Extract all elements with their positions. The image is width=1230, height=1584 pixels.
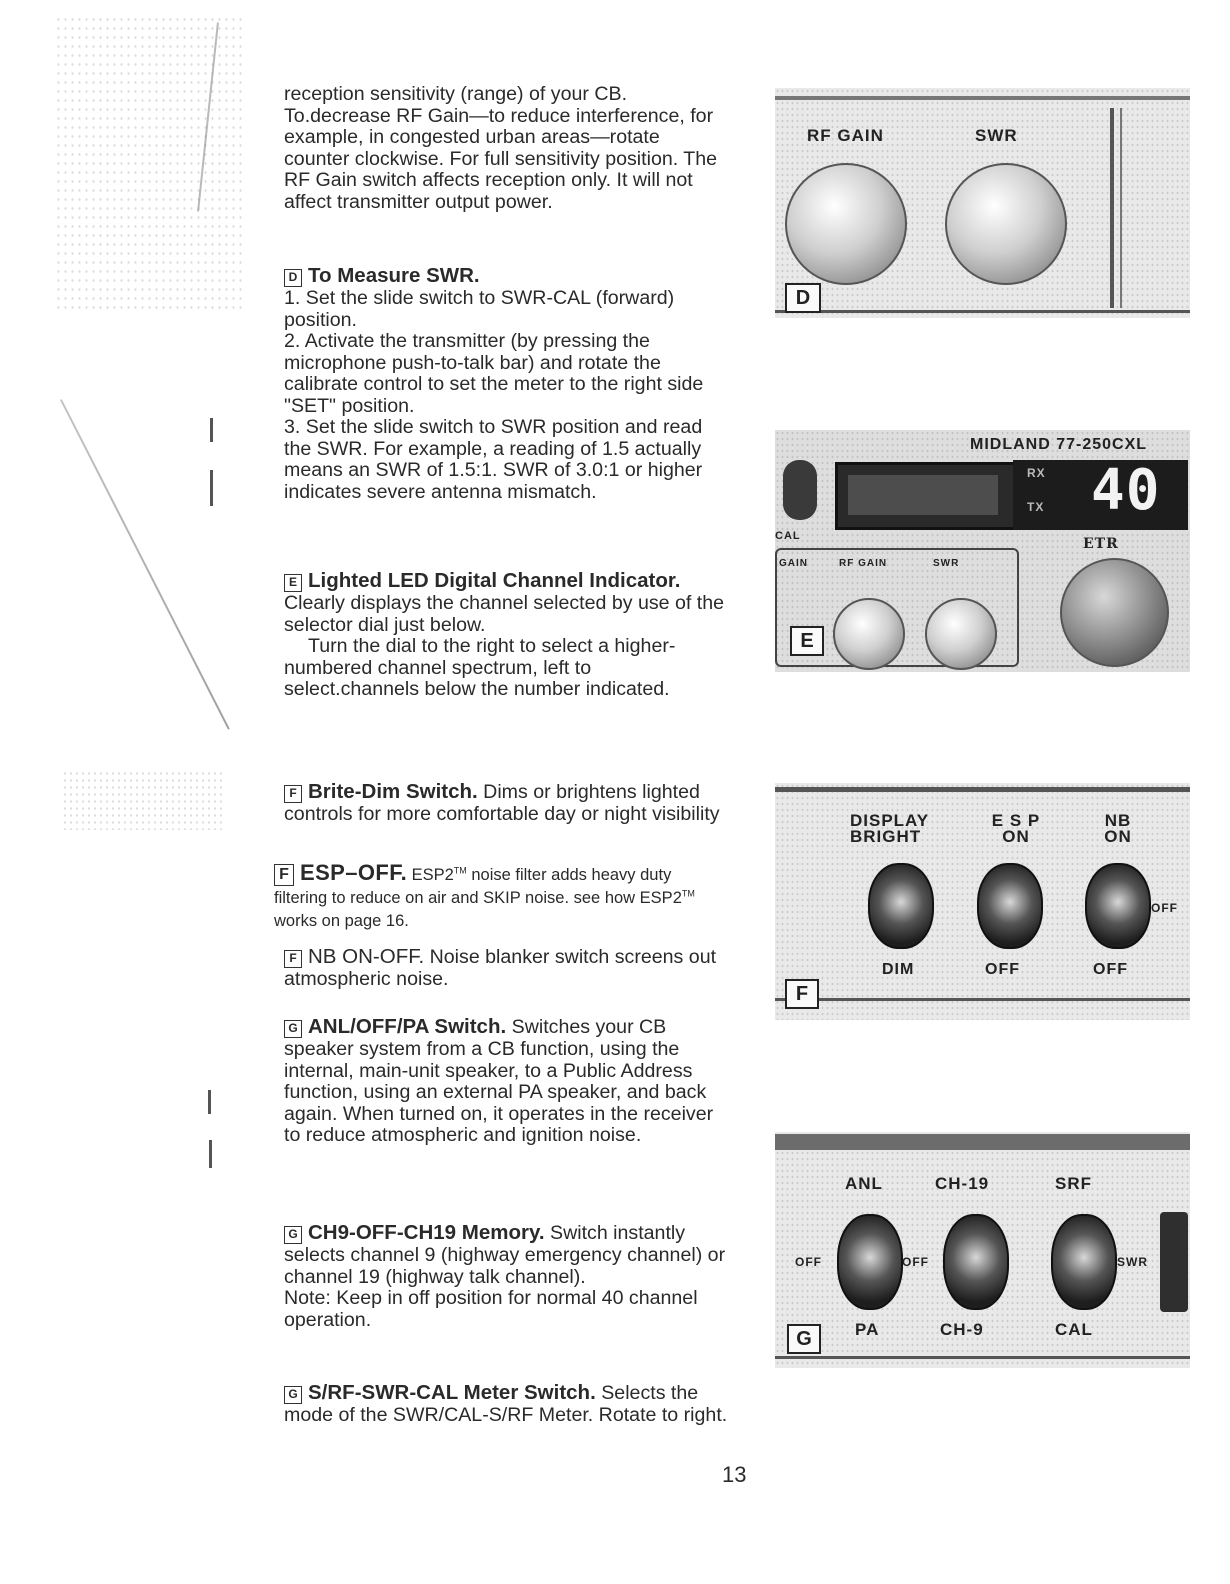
figure-f-photo — [775, 783, 1190, 1020]
section-g-anl — [284, 1016, 729, 1147]
section-f-brite-dim — [284, 781, 729, 826]
scan-speckle — [62, 770, 222, 830]
section-letter: F — [284, 785, 302, 803]
margin-mark — [209, 1140, 212, 1168]
esp-word: ESP2 — [411, 866, 454, 884]
srf-label: SRF — [1055, 1174, 1092, 1193]
figure-label-rf-gain: RF GAIN — [807, 126, 884, 145]
anl-label: ANL — [845, 1174, 883, 1193]
meter-mode-switch — [1051, 1214, 1117, 1310]
side-knob — [1160, 1212, 1188, 1312]
panel-edge — [775, 310, 1190, 313]
figure-label-swr: SWR — [975, 126, 1018, 145]
rf-gain-knob — [785, 163, 907, 285]
margin-mark — [210, 418, 213, 442]
swr-side-label: SWR — [1117, 1255, 1148, 1269]
section-g-meter — [284, 1382, 729, 1427]
rf-gain-label: RF GAIN — [839, 558, 888, 569]
section-title: ANL/OFF/PA Switch. — [308, 1015, 507, 1038]
section-body-b: works on page 16. — [274, 912, 409, 930]
section-title: NB ON-OFF. — [308, 945, 425, 968]
display-bright-label: DISPLAY BRIGHT — [850, 811, 929, 846]
section-letter: G — [284, 1226, 302, 1244]
esp-word: ESP2 — [639, 889, 682, 907]
scan-speckle — [55, 15, 245, 315]
ch-off-label: OFF — [902, 1255, 929, 1269]
section-body: Selects the mode of the SWR/CAL-S/RF Meter. Rotate to right. — [284, 1382, 728, 1426]
section-note: Note: Keep in off position for normal 40 channel operation. — [284, 1287, 698, 1331]
section-title: Brite-Dim Switch. — [308, 780, 478, 803]
brand-label: MIDLAND 77-250CXL — [970, 436, 1148, 453]
section-title: CH9-OFF-CH19 Memory. — [308, 1221, 545, 1244]
swr-knob — [945, 163, 1067, 285]
channel-memory-switch — [943, 1214, 1009, 1310]
section-f-nb — [284, 946, 729, 991]
meter-face — [848, 475, 998, 515]
anl-off-label: OFF — [795, 1255, 822, 1269]
figure-letter: F — [785, 979, 819, 1009]
gain-label: GAIN — [779, 558, 808, 569]
nb-on-label: NB ON — [1104, 811, 1132, 846]
esp-on-label: E S P ON — [991, 811, 1041, 846]
etr-label: ETR — [1083, 536, 1119, 552]
panel-edge — [775, 1134, 1190, 1150]
nb-off-label: OFF — [1093, 961, 1128, 978]
cal-label: CAL — [1055, 1320, 1093, 1339]
esp-switch — [977, 863, 1043, 949]
section-letter: F — [284, 950, 302, 968]
section-letter: F — [274, 864, 294, 886]
cal-label: CAL — [775, 530, 801, 542]
panel-edge — [775, 1356, 1190, 1359]
channel-display — [1013, 460, 1188, 530]
channel-number: 40 — [1091, 458, 1161, 523]
panel-edge — [775, 787, 1190, 792]
figure-letter: D — [785, 283, 821, 313]
swr-knob — [925, 598, 997, 670]
section-letter: D — [284, 269, 302, 287]
step-1: 1. Set the slide switch to SWR-CAL (forward) position. — [284, 287, 675, 331]
section-d — [284, 265, 729, 503]
brite-dim-switch — [868, 863, 934, 949]
section-title: ESP–OFF. — [300, 860, 408, 885]
scan-line — [60, 399, 230, 730]
trademark: TM — [453, 865, 467, 876]
section-body: Noise blanker switch screens out atmospheric noise. — [284, 946, 717, 990]
anl-pa-switch — [837, 1214, 903, 1310]
figure-e-photo — [775, 430, 1190, 672]
rx-indicator: RX — [1027, 466, 1046, 480]
margin-mark — [210, 470, 213, 506]
section-body: Switch instantly selects channel 9 (highway emergency channel) or channel 19 (highway talk channel). — [284, 1222, 726, 1288]
figure-letter: G — [787, 1324, 821, 1354]
section-body-a: noise filter adds heavy duty filtering to reduce on air and SKIP noise. see how — [274, 866, 672, 907]
section-body-2: Turn the dial to the right to select a higher-numbered channel spectrum, left to select.channels below the number indicated. — [284, 635, 676, 700]
ch19-label: CH-19 — [935, 1174, 990, 1193]
panel-edge — [775, 96, 1190, 100]
meter-window — [835, 462, 1016, 530]
side-off-label: OFF — [1151, 901, 1178, 915]
pa-label: PA — [855, 1320, 880, 1339]
section-letter: G — [284, 1386, 302, 1404]
section-e — [284, 570, 729, 701]
section-body: Dims or brightens lighted controls for more comfortable day or night visibility — [284, 781, 720, 825]
section-letter: G — [284, 1020, 302, 1038]
figure-d-photo — [775, 88, 1190, 318]
swr-label: SWR — [933, 558, 960, 569]
section-f-esp — [274, 860, 729, 933]
step-3: 3. Set the slide switch to SWR position and read the SWR. For example, a reading of 1.5 actually means an SWR of 1.5:1. SWR of 3.0:1 or higher indicates severe antenna mismatch. — [284, 416, 703, 503]
ch9-label: CH-9 — [940, 1320, 984, 1339]
section-title: Lighted LED Digital Channel Indicator. — [308, 569, 681, 592]
rf-gain-knob — [833, 598, 905, 670]
figure-letter: E — [790, 626, 824, 656]
page-number: 13 — [722, 1462, 747, 1487]
margin-mark — [208, 1090, 211, 1114]
section-title: To Measure SWR. — [308, 264, 480, 287]
panel-edge — [775, 998, 1190, 1001]
section-letter: E — [284, 574, 302, 592]
panel-edge — [1110, 108, 1114, 308]
channel-selector-knob — [1060, 558, 1169, 667]
nb-switch — [1085, 863, 1151, 949]
panel-edge — [1120, 108, 1122, 308]
section-body: Switches your CB speaker system from a CB function, using the internal, main-unit speaker, to a Public Address function, using an external PA speaker, and back again. When turned on, it operates in the receiver to reduce atmospheric and ignition noise. — [284, 1016, 714, 1146]
section-g-memory — [284, 1222, 729, 1331]
dim-label: DIM — [882, 961, 915, 978]
trademark: TM — [681, 888, 695, 899]
section-body: Clearly displays the channel selected by use of the selector dial just below. — [284, 592, 725, 636]
intro-paragraph: reception sensitivity (range) of your CB. To.decrease RF Gain—to reduce interference, for example, in congested urban areas—rotate counter clockwise. For full sensitivity position. The RF Gain switch affects reception only. It will not affect transmitter output power. — [284, 83, 718, 213]
step-2: 2. Activate the transmitter (by pressing the microphone push-to-talk bar) and rotate the calibrate control to set the meter to the right side "SET" position. — [284, 330, 704, 417]
slide-switch — [783, 460, 817, 520]
tx-indicator: TX — [1027, 500, 1045, 514]
esp-off-label: OFF — [985, 961, 1020, 978]
figure-g-photo — [775, 1132, 1190, 1368]
section-title: S/RF-SWR-CAL Meter Switch. — [308, 1381, 596, 1404]
